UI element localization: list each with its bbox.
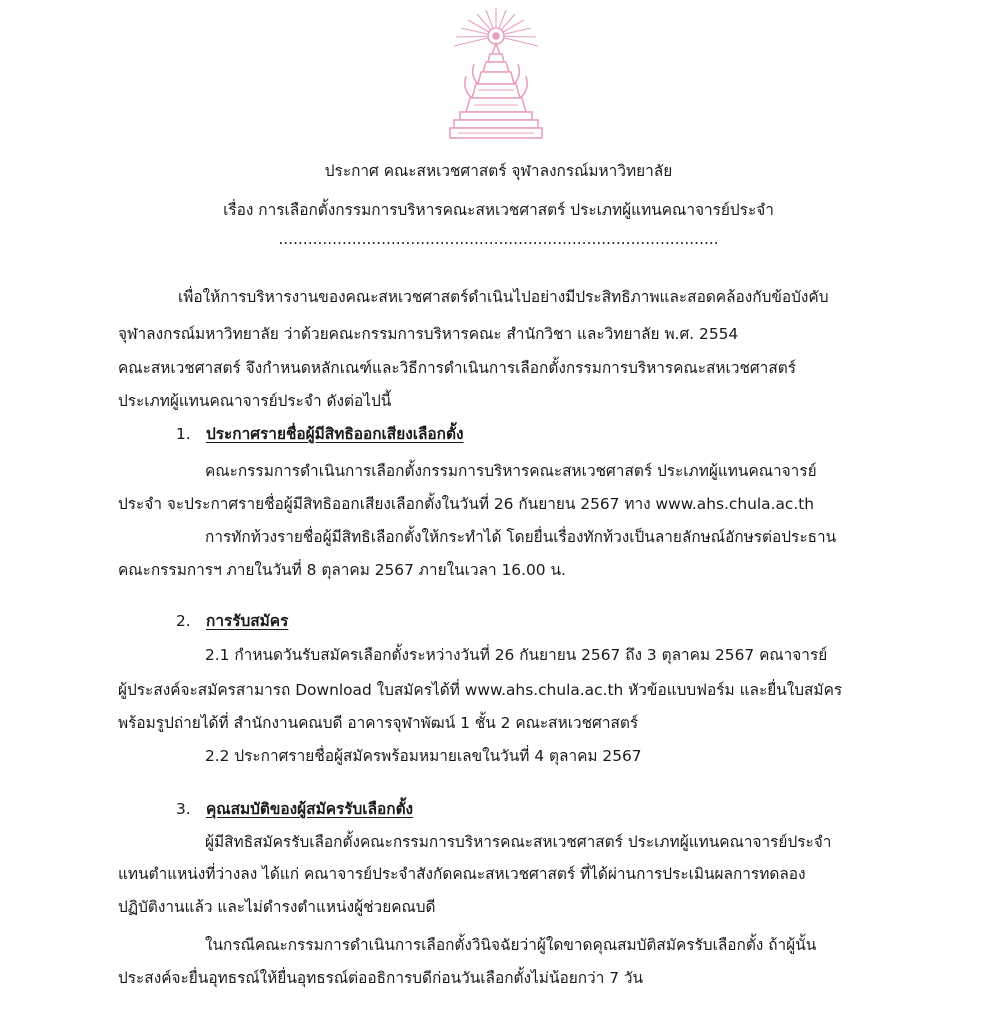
section-2-heading — [176, 608, 288, 633]
section-2-line-2: ผู้ประสงค์จะสมัครสามารถ Download ใบสมัครได้ที่ www.ahs.chula.ac.th หัวข้อแบบฟอร์ม และยื่นใบสมัคร — [118, 681, 843, 699]
section-2-line-1: 2.1 กำหนดวันรับสมัครเลือกตั้งระหว่างวันที่ 26 กันยายน 2567 ถึง 3 ตุลาคม 2567 คณาจารย์ — [205, 646, 828, 664]
section-1-line-3: การทักท้วงรายชื่อผู้มีสิทธิเลือกตั้งให้กระทำได้ โดยยื่นเรื่องทักท้วงเป็นลายลักษณ์อักษรต่อประธาน — [205, 528, 837, 546]
section-3-line-1: ผู้มีสิทธิสมัครรับเลือกตั้งคณะกรรมการบริหารคณะสหเวชศาสตร์ ประเภทผู้แทนคณาจารย์ประจำ — [205, 833, 832, 851]
section-3-line-3: ปฏิบัติงานแล้ว และไม่ดำรงตำแหน่งผู้ช่วยคณบดี — [118, 898, 436, 916]
section-1-line-2: ประจำ จะประกาศรายชื่อผู้มีสิทธิออกเสียงเลือกตั้งในวันที่ 26 กันยายน 2567 ทาง www.ahs.chula.ac.th — [118, 495, 815, 513]
section-3-line-2: แทนตำแหน่งที่ว่างลง ได้แก่ คณาจารย์ประจำสังกัดคณะสหเวชศาสตร์ ที่ได้ผ่านการประเมินผลการทดลอง — [118, 865, 806, 883]
section-title: การรับสมัคร — [206, 612, 289, 630]
section-3-line-5: ประสงค์จะยื่นอุทธรณ์ให้ยื่นอุทธรณ์ต่ออธิการบดีก่อนวันเลือกตั้งไม่น้อยกว่า 7 วัน — [118, 969, 644, 987]
university-seal-icon — [448, 6, 544, 142]
header-divider: .......................................................................................... — [278, 230, 719, 248]
section-number: 1. — [176, 425, 191, 443]
section-title: ประกาศรายชื่อผู้มีสิทธิออกเสียงเลือกตั้ง — [206, 425, 464, 443]
section-number: 3. — [176, 800, 191, 818]
section-2-line-4: 2.2 ประกาศรายชื่อผู้สมัครพร้อมหมายเลขในวันที่ 4 ตุลาคม 2567 — [205, 747, 642, 765]
section-2-line-3: พร้อมรูปถ่ายได้ที่ สำนักงานคณบดี อาคารจุฬาพัฒน์ 1 ชั้น 2 คณะสหเวชศาสตร์ — [118, 714, 639, 732]
announcement-subject: เรื่อง การเลือกตั้งกรรมการบริหารคณะสหเวชศาสตร์ ประเภทผู้แทนคณาจารย์ประจำ — [223, 201, 774, 219]
intro-line-2: จุฬาลงกรณ์มหาวิทยาลัย ว่าด้วยคณะกรรมการบริหารคณะ สำนักวิชา และวิทยาลัย พ.ศ. 2554 — [118, 325, 739, 343]
section-3-line-4: ในกรณีคณะกรรมการดำเนินการเลือกตั้งวินิจฉัยว่าผู้ใดขาดคุณสมบัติสมัครรับเลือกตั้ง ถ้าผู้นั้น — [205, 936, 817, 954]
intro-line-3: คณะสหเวชศาสตร์ จึงกำหนดหลักเณฑ์และวิธีการดำเนินการเลือกตั้งกรรมการบริหารคณะสหเวชศาสตร์ — [118, 359, 796, 377]
intro-line-1: เพื่อให้การบริหารงานของคณะสหเวชศาสตร์ดำเนินไปอย่างมีประสิทธิภาพและสอดคล้องกับข้อบังคับ — [178, 288, 829, 306]
section-1-heading — [176, 421, 464, 446]
announcement-title: ประกาศ คณะสหเวชศาสตร์ จุฬาลงกรณ์มหาวิทยาลัย — [324, 162, 673, 180]
section-number: 2. — [176, 612, 191, 630]
intro-line-4: ประเภทผู้แทนคณาจารย์ประจำ ดังต่อไปนี้ — [118, 392, 392, 410]
section-1-line-4: คณะกรรมการฯ ภายในวันที่ 8 ตุลาคม 2567 ภายในเวลา 16.00 น. — [118, 561, 566, 579]
section-1-line-1: คณะกรรมการดำเนินการเลือกตั้งกรรมการบริหารคณะสหเวชศาสตร์ ประเภทผู้แทนคณาจารย์ — [205, 462, 817, 480]
section-3-heading — [176, 796, 413, 821]
section-title: คุณสมบัติของผู้สมัครรับเลือกตั้ง — [206, 800, 414, 818]
